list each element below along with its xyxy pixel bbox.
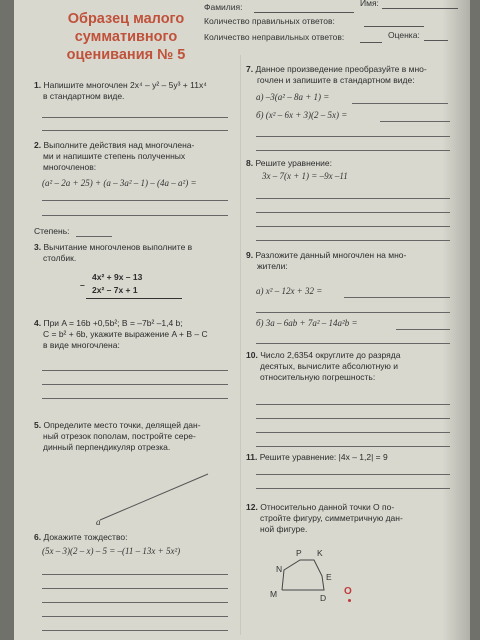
worksheet-title [36,10,216,64]
task-6-answer-line[interactable] [42,616,228,617]
task-4: 4. При A = 16b +0,5b²; B = –7b² –1,4 b; C = b² + 6b, укажите выражение A + B – C в виде многочлена: [34,318,208,350]
point-m-label: M [270,589,278,599]
title-line-2: суммативного [74,29,178,45]
surname-label: Фамилия: [204,2,243,12]
task-3-minus: – [80,280,85,290]
point-o-label: O [344,586,352,597]
task-8: 8. Решите уравнение: [246,158,333,168]
task-1-answer-line[interactable] [42,117,228,118]
title-line-1: Образец малого [67,11,185,27]
task-7-answer-line[interactable] [256,136,450,137]
task-1-answer-line[interactable] [42,130,228,131]
task-7-b-answer[interactable] [380,121,450,122]
task-9-answer-line[interactable] [256,343,450,344]
point-k-label: K [317,548,323,558]
task-3-row-1: 4x² + 9x – 13 [92,272,143,282]
task-5-point-a-label: a [96,517,101,527]
page-shadow [442,0,470,640]
surname-field[interactable] [254,12,354,13]
correct-count-field[interactable] [364,26,424,27]
task-1: 1. Напишите многочлен 2x⁴ – y² – 5y³ + 11x⁴ в стандартном виде. [34,80,207,101]
task-3: 3. Вычитание многочленов выполните в столбик. [34,242,193,263]
task-2: 2. Выполните действия над многочлена- ми и напишите степень полученных многочленов: [34,140,195,172]
task-2-expression: (a² – 2a + 25) + (a – 3a² – 1) – (4a – a²) = [42,178,197,188]
incorrect-count-field[interactable] [360,42,382,43]
task-9-answer-line[interactable] [256,312,450,313]
correct-count-label: Количество правильных ответов: [204,16,335,26]
task-7-b: б) (x² – 6x + 3)(2 – 5x) = [256,110,348,120]
task-6: 6. Докажите тождество: [34,532,128,542]
task-8-answer-line[interactable] [256,212,450,213]
task-6-answer-line[interactable] [42,602,228,603]
task-10: 10. Число 2,6354 округлите до разряда десятых, вычислите абсолютную и относительную погрешность: [246,350,401,382]
task-10-answer-line[interactable] [256,418,450,419]
point-p-label: P [296,548,302,558]
task-11-answer-line[interactable] [256,488,450,489]
task-10-answer-line[interactable] [256,404,450,405]
task-10-answer-line[interactable] [256,446,450,447]
grade-label: Оценка: [388,30,420,40]
task-7: 7. Данное произведение преобразуйте в мно- гочлен и запишите в стандартном виде: [246,64,427,85]
task-3-row-2: 2x² – 7x + 1 [92,285,138,295]
point-e-label: E [326,572,332,582]
task-6-answer-line[interactable] [42,588,228,589]
task-8-answer-line[interactable] [256,198,450,199]
task-2-degree-label: Степень: [34,226,70,236]
column-separator [240,55,241,635]
worksheet-page [14,0,470,640]
task-5: 5. Определите место точки, делящей дан- ный отрезок пополам, постройте сере- динный перпендикуляр отрезка. [34,420,201,452]
incorrect-count-label: Количество неправильных ответов: [204,32,345,42]
task-9-b: б) 3a – 6ab + 7a² – 14a²b = [256,318,358,328]
task-6-expression: (5x – 3)(2 – x) – 5 = –(11 – 13x + 5x²) [42,546,181,556]
task-3-sum-line [86,298,182,299]
task-7-a-answer[interactable] [352,103,448,104]
task-12: 12. Относительно данной точки O по- стройте фигуру, симметричную дан- ной фигуре. [246,502,403,534]
task-7-answer-line[interactable] [256,150,450,151]
task-2-degree-field[interactable] [76,236,112,237]
task-9-a: а) x² – 12x + 32 = [256,286,323,296]
task-10-answer-line[interactable] [256,432,450,433]
task-11: 11. Решите уравнение: |4x – 1,2| = 9 [246,452,388,462]
task-4-answer-line[interactable] [42,384,228,385]
task-4-answer-line[interactable] [42,398,228,399]
task-8-expression: 3x – 7(x + 1) = –9x –11 [262,171,348,181]
task-2-answer-line[interactable] [42,215,228,216]
title-line-3: оценивания № 5 [66,47,186,63]
task-4-answer-line[interactable] [42,370,228,371]
task-6-answer-line[interactable] [42,574,228,575]
task-7-a: а) –3(a² – 8a + 1) = [256,92,330,102]
task-9-a-answer[interactable] [344,297,450,298]
task-11-answer-line[interactable] [256,474,450,475]
name-label: Имя: [360,0,379,8]
point-n-label: N [276,564,283,574]
name-field[interactable] [382,8,458,9]
point-d-label: D [320,593,327,603]
point-o-dot [348,599,351,602]
task-2-answer-line[interactable] [42,200,228,201]
task-8-answer-line[interactable] [256,226,450,227]
task-6-answer-line[interactable] [42,630,228,631]
task-9-b-answer[interactable] [396,329,450,330]
grade-field[interactable] [424,40,448,41]
task-8-answer-line[interactable] [256,240,450,241]
task-9: 9. Разложите данный многочлен на мно- жители: [246,250,407,271]
